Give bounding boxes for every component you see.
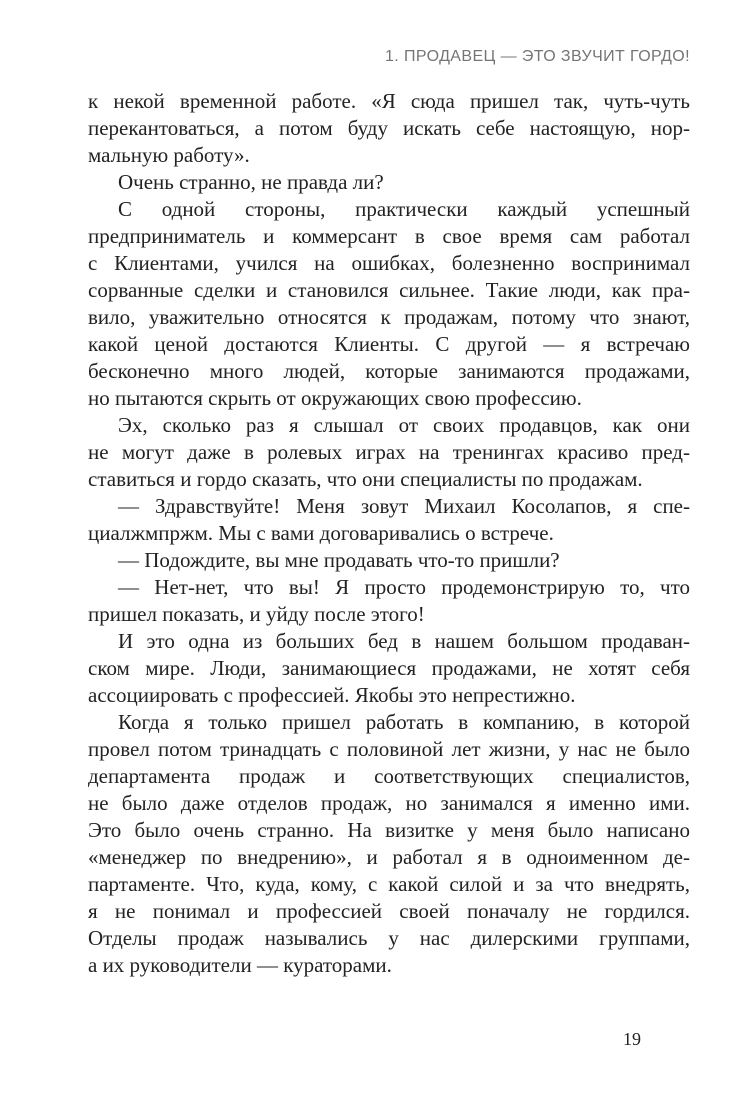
text-line: циалжмпржм. Мы с вами договаривались о встрече. (88, 521, 554, 545)
text-line: Отделы продаж назывались у нас дилерскими группами, (88, 926, 690, 950)
text-line: к некой временной работе. «Я сюда пришел так, чуть-чуть (88, 89, 690, 113)
text-line: Когда я только пришел работать в компанию, в которой (118, 710, 690, 734)
running-head: 1. ПРОДАВЕЦ — ЭТО ЗВУЧИТ ГОРДО! (384, 48, 690, 65)
text-line: не было даже отделов продаж, но занимался я именно ими. (88, 791, 690, 815)
text-line: провел потом тринадцать с половиной лет жизни, у нас не было (88, 737, 690, 761)
text-line: — Нет-нет, что вы! Я просто продемонстрирую то, что (118, 575, 690, 599)
text-line: я не понимал и профессией своей поначалу не гордился. (88, 899, 690, 923)
text-line: департамента продаж и соответствующих специалистов, (88, 764, 690, 788)
paragraph (88, 709, 690, 979)
text-line: а их руководители — кураторами. (88, 953, 392, 977)
paragraph (88, 412, 690, 493)
text-line: сорванные сделки и становился сильнее. Такие люди, как пра- (88, 278, 690, 302)
text-line: пришел показать, и уйду после этого! (88, 602, 425, 626)
page-number: 19 (623, 1029, 641, 1049)
text-line: — Здравствуйте! Меня зовут Михаил Косолапов, я спе- (118, 494, 690, 518)
text-line: предприниматель и коммерсант в свое время сам работал (88, 224, 690, 248)
text-line: Это было очень странно. На визитке у меня было написано (88, 818, 690, 842)
paragraph (88, 574, 690, 628)
text-line: Эх, сколько раз я слышал от своих продавцов, как они (118, 413, 690, 437)
text-line: но пытаются скрыть от окружающих свою профессию. (88, 386, 582, 410)
text-line: ассоциировать с профессией. Якобы это непрестижно. (88, 683, 576, 707)
paragraph (88, 493, 690, 547)
text-line: — Подождите, вы мне продавать что-то пришли? (118, 548, 560, 572)
page-body (88, 88, 690, 979)
text-line: «менеджер по внедрению», и работал я в одноименном де- (88, 845, 690, 869)
text-line: мальную работу». (88, 143, 250, 167)
paragraph (88, 88, 690, 169)
text-line: ском мире. Люди, занимающиеся продажами, не хотят себя (88, 656, 690, 680)
text-line: Очень странно, не правда ли? (118, 170, 384, 194)
text-line: И это одна из больших бед в нашем большом продаван- (118, 629, 690, 653)
text-line: не могут даже в ролевых играх на тренингах красиво пред- (88, 440, 690, 464)
text-line: с Клиентами, учился на ошибках, болезненно воспринимал (88, 251, 690, 275)
paragraph (88, 196, 690, 412)
text-line: вило, уважительно относятся к продажам, потому что знают, (88, 305, 690, 329)
text-line: бесконечно много людей, которые занимаются продажами, (88, 359, 690, 383)
paragraph (88, 547, 690, 574)
text-line: какой ценой достаются Клиенты. С другой — я встречаю (88, 332, 690, 356)
text-line: С одной стороны, практически каждый успешный (118, 197, 690, 221)
paragraph (88, 169, 690, 196)
paragraph (88, 628, 690, 709)
text-line: партаменте. Что, куда, кому, с какой силой и за что внедрять, (88, 872, 690, 896)
text-line: перекантоваться, а потом буду искать себе настоящую, нор- (88, 116, 690, 140)
text-line: ставиться и гордо сказать, что они специалисты по продажам. (88, 467, 643, 491)
